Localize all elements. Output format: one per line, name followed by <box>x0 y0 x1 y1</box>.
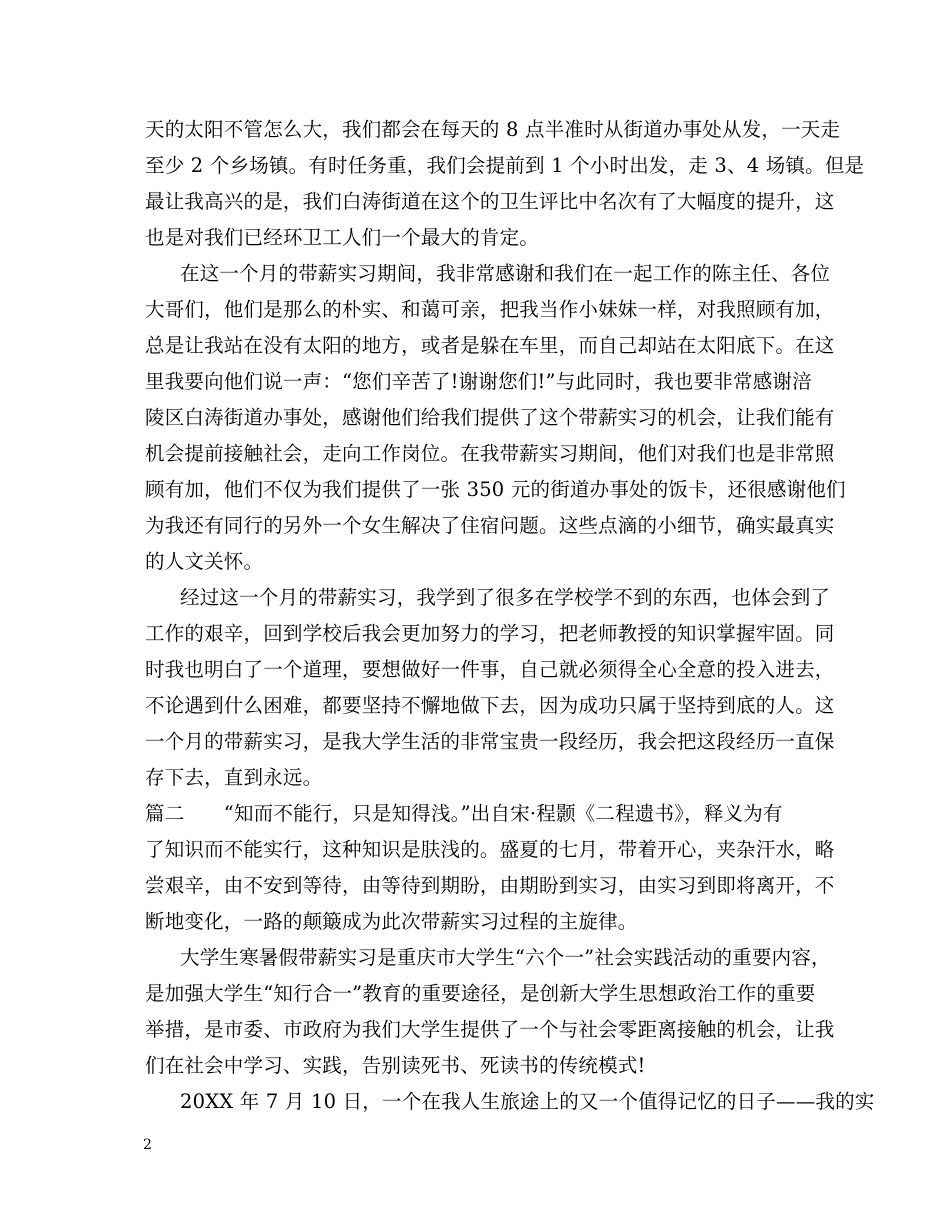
text-line: 为我还有同行的另外一个女生解决了住宿问题。这些点滴的小细节，确实最真实 <box>145 514 835 537</box>
text-line: 一个月的带薪实习，是我大学生活的非常宝贵一段经历，我会把这段经历一直保 <box>145 730 835 753</box>
text-line: 总是让我站在没有太阳的地方，或者是躲在车里，而自己却站在太阳底下。在这 <box>145 334 835 357</box>
text-line: 时我也明白了一个道理，要想做好一件事，自己就必须得全心全意的投入进去， <box>145 658 835 681</box>
text-line: 的人文关怀。 <box>145 550 264 573</box>
text-line: 们在社会中学习、实践，告别读死书、死读书的传统模式! <box>145 1054 646 1077</box>
text-line: 也是对我们已经环卫工人们一个最大的肯定。 <box>145 226 540 249</box>
text-line: 存下去，直到永远。 <box>145 766 323 789</box>
text-line: 在这一个月的带薪实习期间，我非常感谢和我们在一起工作的陈主任、各位 <box>180 262 831 285</box>
text-line: 尝艰辛，由不安到等待，由等待到期盼，由期盼到实习，由实习到即将离开，不 <box>145 874 835 897</box>
text-line: 了知识而不能实行，这种知识是肤浅的。盛夏的七月，带着开心，夹杂汗水，略 <box>145 838 835 861</box>
text-line: 最让我高兴的是，我们白涛街道在这个的卫生评比中名次有了大幅度的提升，这 <box>145 190 835 213</box>
text-line: 至少 2 个乡场镇。有时任务重，我们会提前到 1 个小时出发，走 3、4 场镇。但是 <box>145 154 865 177</box>
text-line: 经过这一个月的带薪实习，我学到了很多在学校学不到的东西，也体会到了 <box>180 586 831 609</box>
text-line: 举措，是市委、市政府为我们大学生提供了一个与社会零距离接触的机会，让我 <box>145 1018 835 1041</box>
text-line: 大哥们，他们是那么的朴实、和蔼可亲，把我当作小妹妹一样，对我照顾有加， <box>145 298 835 321</box>
text-line: 大学生寒暑假带薪实习是重庆市大学生“六个一”社会实践活动的重要内容， <box>180 946 831 969</box>
text-line: 天的太阳不管怎么大，我们都会在每天的 8 点半准时从街道办事处从发，一天走 <box>145 118 841 141</box>
text-line: 工作的艰辛，回到学校后我会更加努力的学习，把老师教授的知识掌握牢固。同 <box>145 622 835 645</box>
text-line: 20XX 年 7 月 10 日，一个在我人生旅途上的又一个值得记忆的日子——我的实 <box>180 1090 875 1113</box>
text-line: 断地变化，一路的颠簸成为此次带薪实习过程的主旋律。 <box>145 910 638 933</box>
text-line: 陵区白涛街道办事处，感谢他们给我们提供了这个带薪实习的机会，让我们能有 <box>145 406 835 429</box>
text-line: 机会提前接触社会，走向工作岗位。在我带薪实习期间，他们对我们也是非常照 <box>145 442 835 465</box>
text-line: 是加强大学生“知行合一”教育的重要途径，是创新大学生思想政治工作的重要 <box>145 982 816 1005</box>
text-line: 顾有加，他们不仅为我们提供了一张 350 元的街道办事处的饭卡，还很感谢他们 <box>145 478 846 501</box>
section-heading-line: 篇二 “知而不能行，只是知得浅。”出自宋·程颢《二程遗书》，释义为有 <box>145 802 783 825</box>
text-line: 不论遇到什么困难，都要坚持不懈地做下去，因为成功只属于坚持到底的人。这 <box>145 694 835 717</box>
page-number: 2 <box>143 1137 152 1153</box>
text-line: 里我要向他们说一声：“您们辛苦了!谢谢您们!”与此同时，我也要非常感谢涪 <box>145 370 812 393</box>
